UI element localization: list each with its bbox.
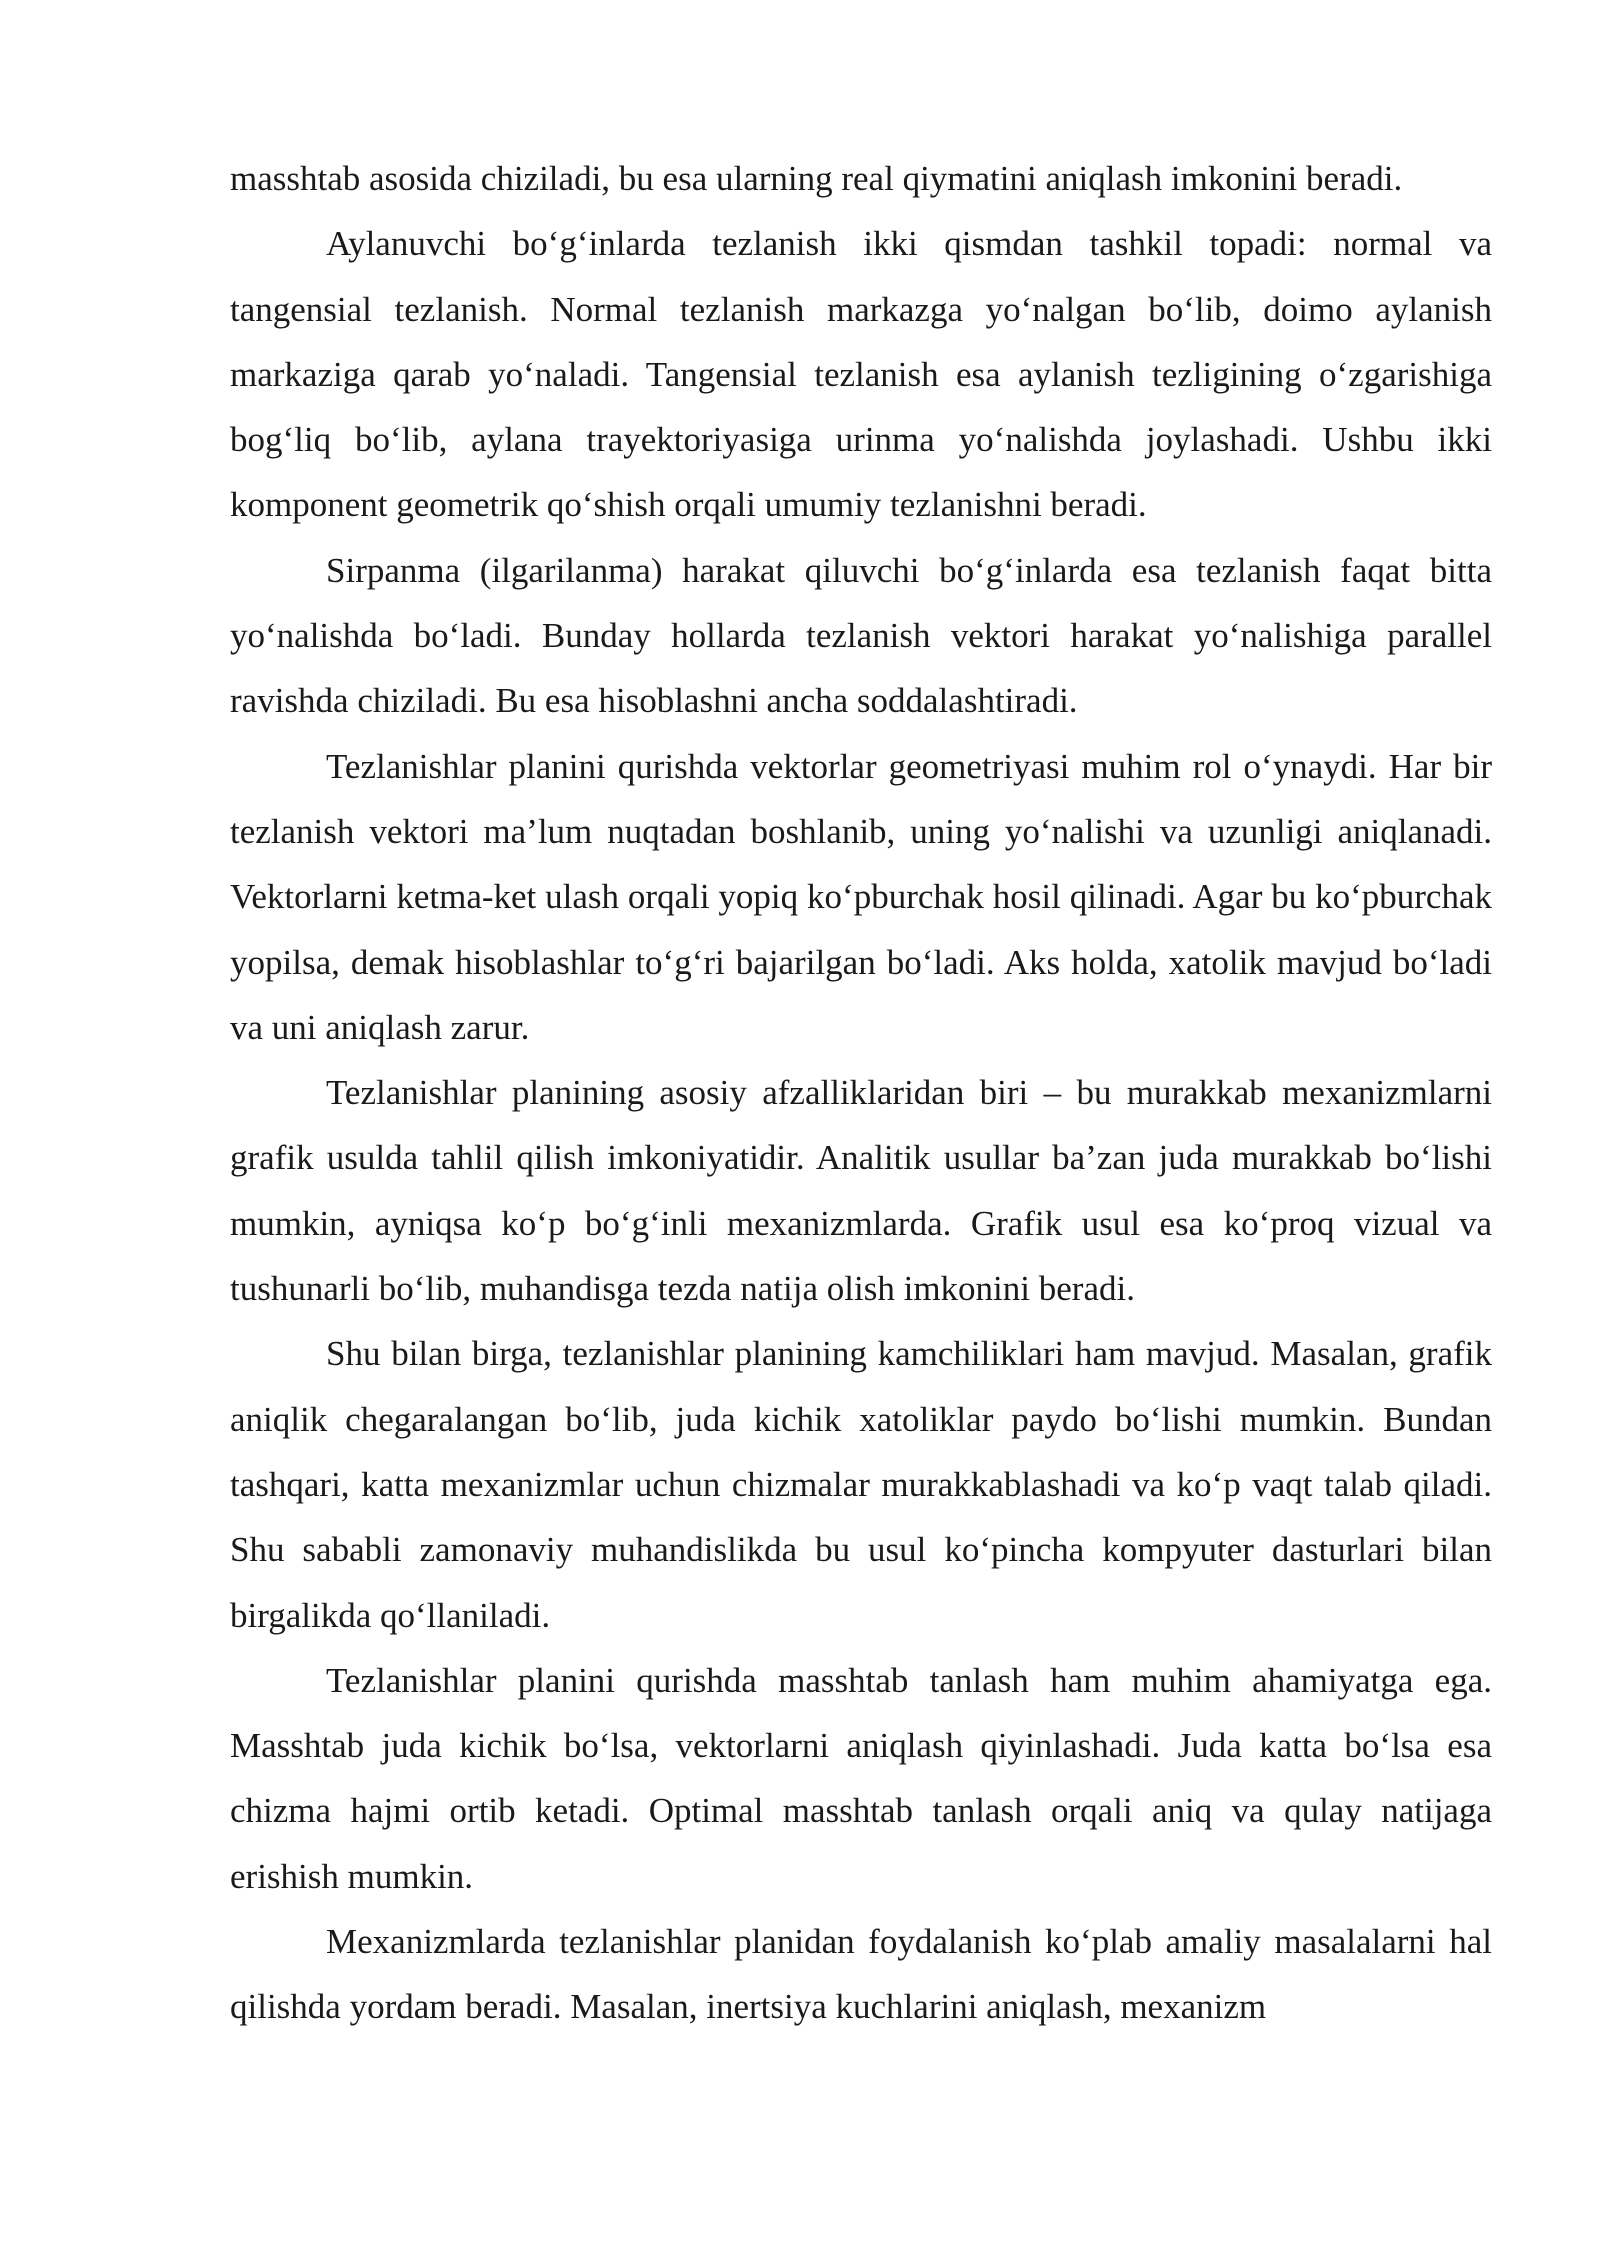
- paragraph-sliding-links: Sirpanma (ilgarilanma) harakat qiluvchi bo‘g‘inlarda esa tezlanish faqat bitta yo‘nalishda bo‘ladi. Bunday hollarda tezlanish vektori harakat yo‘nalishiga parallel ravishda chiziladi. Bu esa hisoblashni ancha soddalashtiradi.: [230, 550, 1492, 721]
- paragraph-rotating-links: Aylanuvchi bo‘g‘inlarda tezlanish ikki qismdan tashkil topadi: normal va tangensial tezlanish. Normal tezlanish markazga yo‘nalgan bo‘lib, doimo aylanish markaziga qarab yo‘naladi. Tangensial tezlanish esa aylanish tezligining o‘zgarishiga bog‘liq bo‘lib, aylana trayektoriyasiga urinma yo‘nalishda joylashadi. Ushbu ikki komponent geometrik qo‘shish orqali umumiy tezlanishni beradi.: [230, 224, 1492, 525]
- paragraph-scale-selection: Tezlanishlar planini qurishda masshtab tanlash ham muhim ahamiyatga ega. Masshtab juda kichik bo‘lsa, vektorlarni aniqlash qiyinlashadi. Juda katta bo‘lsa esa chizma hajmi ortib ketadi. Optimal masshtab tanlash orqali aniq va qulay natijaga erishish mumkin.: [230, 1660, 1492, 1896]
- document-page: [230, 146, 1492, 2040]
- paragraph-disadvantages: Shu bilan birga, tezlanishlar planining kamchiliklari ham mavjud. Masalan, grafik aniqlik chegaralangan bo‘lib, juda kichik xatoliklar paydo bo‘lishi mumkin. Bundan tashqari, katta mexanizmlar uchun chizmalar murakkablashadi va ko‘p vaqt talab qiladi. Shu sababli zamonaviy muhandislikda bu usul ko‘pincha kompyuter dasturlari bilan birgalikda qo‘llaniladi.: [230, 1334, 1492, 1635]
- paragraph-advantages: Tezlanishlar planining asosiy afzalliklaridan biri – bu murakkab mexanizmlarni grafik usulda tahlil qilish imkoniyatidir. Analitik usullar ba’zan juda murakkab bo‘lishi mumkin, ayniqsa ko‘p bo‘g‘inli mexanizmlarda. Grafik usul esa ko‘proq vizual va tushunarli bo‘lib, muhandisga tezda natija olish imkonini beradi.: [230, 1073, 1492, 1309]
- paragraph-vector-geometry: Tezlanishlar planini qurishda vektorlar geometriyasi muhim rol o‘ynaydi. Har bir tezlanish vektori ma’lum nuqtadan boshlanib, uning yo‘nalishi va uzunligi aniqlanadi. Vektorlarni ketma-ket ulash orqali yopiq ko‘pburchak hosil qilinadi. Agar bu ko‘pburchak yopilsa, demak hisoblashlar to‘g‘ri bajarilgan bo‘ladi. Aks holda, xatolik mavjud bo‘ladi va uni aniqlash zarur.: [230, 746, 1492, 1047]
- paragraph-continuation: masshtab asosida chiziladi, bu esa ularning real qiymatini aniqlash imkonini beradi.: [230, 159, 1403, 198]
- paragraph-applications: Mexanizmlarda tezlanishlar planidan foydalanish ko‘plab amaliy masalalarni hal qilishda yordam beradi. Masalan, inertsiya kuchlarini aniqlash, mexanizm: [230, 1922, 1492, 2027]
